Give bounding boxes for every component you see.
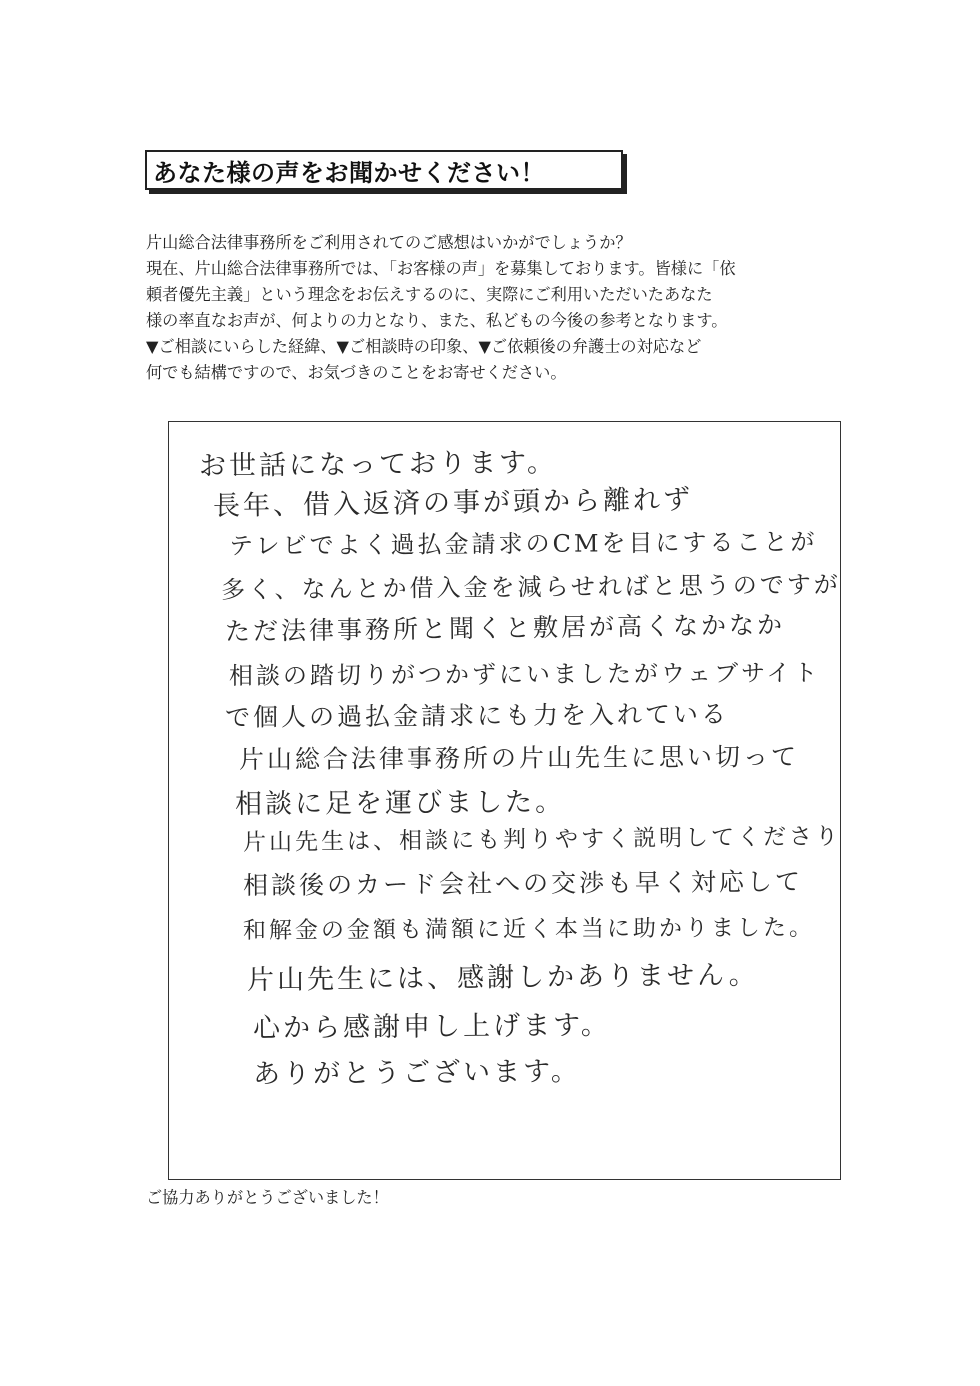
handwritten-line: で個人の過払金請求にも力を入れている — [224, 699, 730, 732]
handwritten-line: 相談の踏切りがつかずにいましたがウェブサイト — [228, 658, 821, 690]
page-title: あなた様の声をお聞かせください！ — [153, 158, 545, 187]
intro-line: ▼ご相談にいらした経緯、▼ご相談時の印象、▼ご依頼後の弁護士の対応など — [146, 337, 702, 356]
intro-line: 現在、片山総合法律事務所では、「お客様の声」を募集しております。皆様に「依 — [146, 259, 736, 278]
handwritten-line: 片山先生は、相談にも判りやすく説明してくださり — [242, 823, 842, 856]
handwritten-line: 多く、なんとか借入金を減らせればと思うのですが — [220, 570, 841, 604]
intro-line: 様の率直なお声が、何よりの力となり、また、私どもの今後の参考となります。 — [146, 311, 728, 330]
handwritten-line: ありがとうございます。 — [252, 1056, 581, 1090]
handwritten-line: 相談後のカード会社への交渉も早く対応して — [242, 867, 804, 900]
handwritten-line: ただ法律事務所と聞くと敷居が高くなかなか — [224, 610, 786, 646]
title-box — [145, 150, 623, 190]
closing-thanks: ご協力ありがとうございました！ — [146, 1188, 389, 1207]
handwritten-line: 和解金の金額も満額に近く本当に助かりました。 — [242, 915, 816, 944]
intro-line: 何でも結構ですので、お気づきのことをお寄せください。 — [146, 363, 567, 382]
handwritten-line: 片山先生には、感謝しかありません。 — [246, 959, 759, 996]
handwritten-line: 心から感謝申し上げます。 — [252, 1009, 611, 1044]
handwritten-answer-box — [168, 421, 841, 1180]
intro-line: 片山総合法律事務所をご利用されてのご感想はいかがでしょうか？ — [146, 233, 632, 252]
handwritten-line: テレビでよく過払金請求のCMを目にすることが — [228, 527, 818, 560]
intro-line: 頼者優先主義」という理念をお伝えするのに、実際にご利用いただいたあなた — [146, 285, 713, 304]
handwritten-line: 片山総合法律事務所の片山先生に思い切って — [238, 742, 800, 774]
handwritten-line: 相談に足を運びました。 — [234, 786, 566, 820]
intro-text — [146, 230, 846, 386]
handwritten-line: 長年、借入返済の事が頭から離れず — [212, 484, 694, 522]
handwritten-line: お世話になっております。 — [198, 447, 558, 482]
